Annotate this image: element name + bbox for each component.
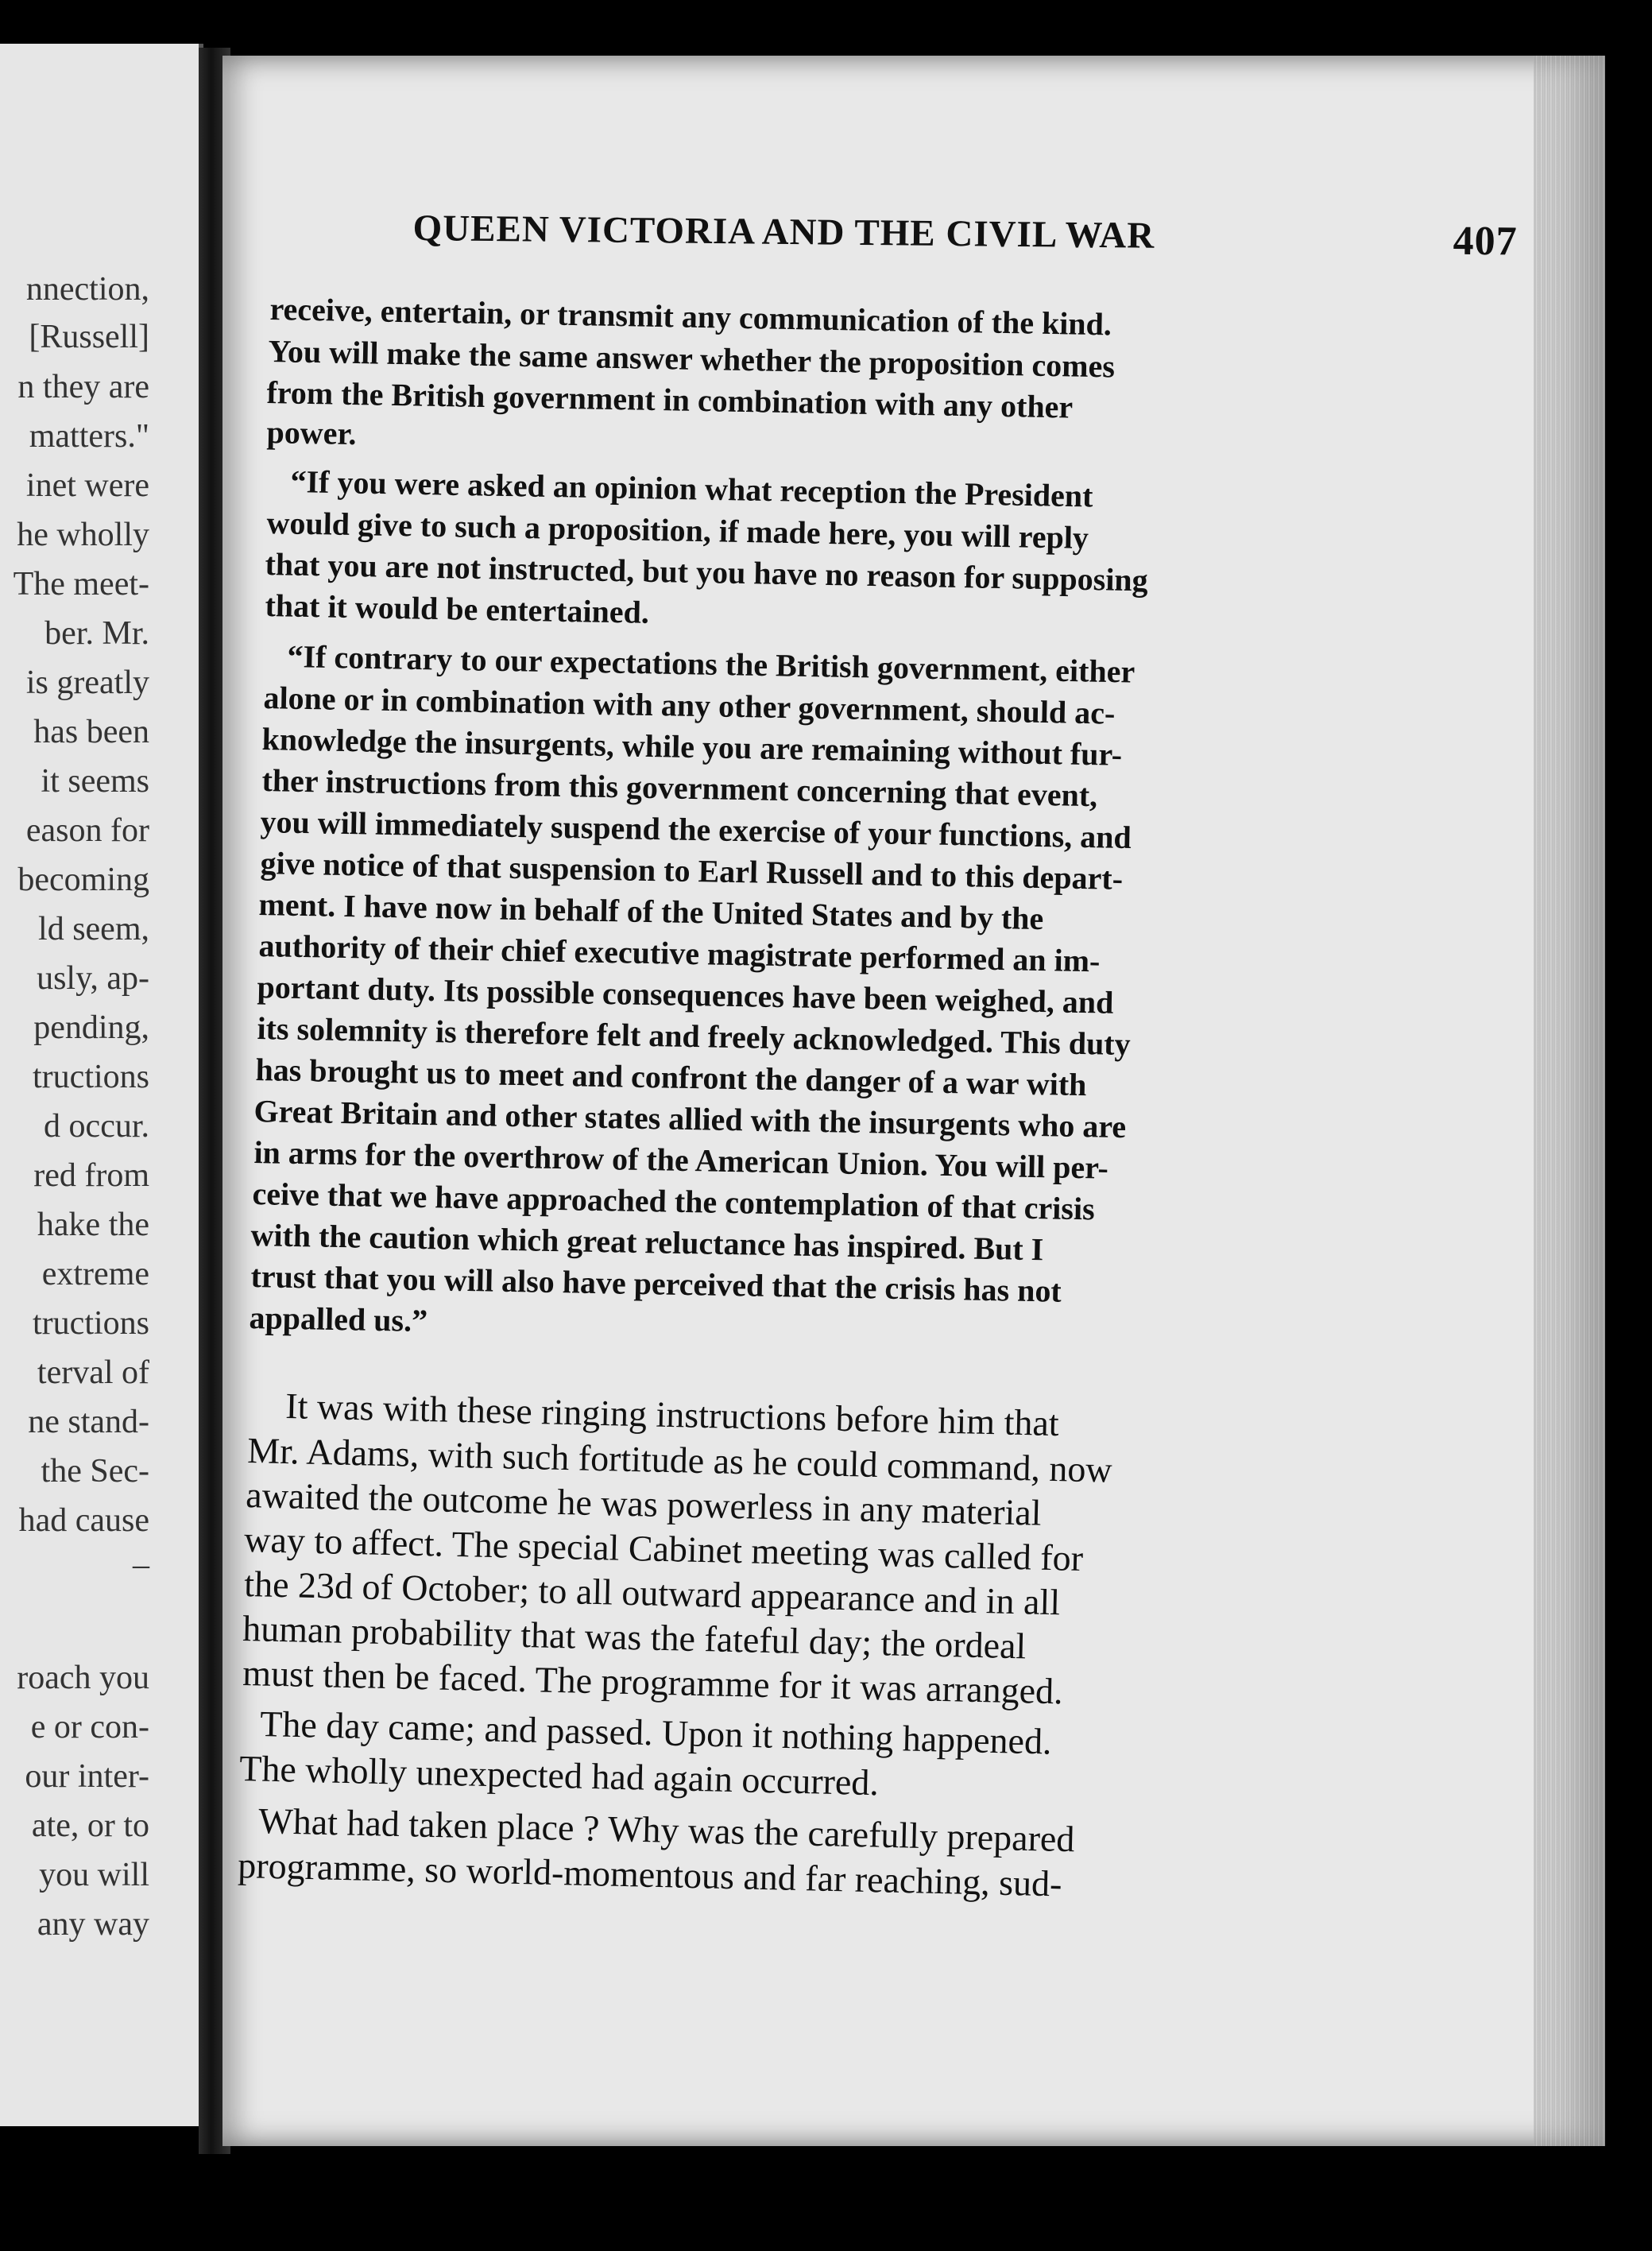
quote-line: its solemnity is therefore felt and freely acknowledged. This duty xyxy=(257,1009,1132,1063)
previous-page-line: pending, xyxy=(33,1009,149,1046)
previous-page-line: usly, ap- xyxy=(37,960,149,997)
body-line: way to affect. The special Cabinet meeting was called for xyxy=(243,1518,1084,1579)
previous-page-line: becoming xyxy=(17,862,149,898)
quote-line: portant duty. Its possible consequences have been weighed, and xyxy=(257,968,1114,1021)
previous-page-line: has been xyxy=(33,714,149,750)
previous-page-line: he wholly xyxy=(17,517,149,553)
body-line: The wholly unexpected had again occurred. xyxy=(238,1747,880,1804)
quote-line: with the caution which great reluctance has inspired. But I xyxy=(250,1216,1044,1268)
page-number: 407 xyxy=(1453,218,1518,265)
running-header-title: QUEEN VICTORIA AND THE CIVIL WAR xyxy=(412,207,1155,257)
previous-page-line: nnection, xyxy=(25,271,149,308)
page-407 xyxy=(222,56,1605,2146)
quote-line: appalled us.” xyxy=(249,1299,428,1339)
body-line: Mr. Adams, with such fortitude as he could command, now xyxy=(246,1429,1113,1490)
quote-line: You will make the same answer whether the proposition comes xyxy=(268,332,1116,385)
previous-page-line: extreme xyxy=(41,1256,149,1292)
quote-line: that it would be entertained. xyxy=(265,587,650,630)
body-line: The day came; and passed. Upon it nothing happened. xyxy=(259,1703,1053,1762)
quote-line: ceive that we have approached the contemplation of that crisis xyxy=(252,1175,1096,1227)
page-text xyxy=(222,56,1605,2146)
previous-page-line: ber. Mr. xyxy=(44,615,149,652)
previous-page-line: d occur. xyxy=(44,1108,149,1145)
previous-page-line: ld seem, xyxy=(38,911,149,947)
previous-page-line: it seems xyxy=(41,763,149,800)
body-line: awaited the outcome he was powerless in any material xyxy=(245,1474,1043,1533)
previous-page-line: tructions xyxy=(33,1059,149,1095)
previous-page-line: matters." xyxy=(29,418,149,455)
body-line: It was with these ringing instructions before him that xyxy=(284,1385,1060,1444)
previous-page-line: is greatly xyxy=(25,664,149,701)
previous-page-line: had cause xyxy=(18,1502,149,1539)
quote-line: in arms for the overthrow of the American Union. You will per- xyxy=(253,1133,1109,1186)
previous-page-line: ate, or to xyxy=(31,1807,149,1844)
body-line: the 23d of October; to all outward appearance and in all xyxy=(243,1563,1061,1623)
quote-line: give notice of that suspension to Earl Russell and to this depart- xyxy=(260,844,1124,897)
quote-line: ther instructions from this government concerning that event, xyxy=(261,761,1098,814)
quote-line: knowledge the insurgents, while you are remaining without fur- xyxy=(261,720,1123,773)
body-line: programme, so world-momentous and far reaching, sud- xyxy=(237,1844,1062,1904)
quote-line: you will immediately suspend the exercise of your functions, and xyxy=(260,803,1132,856)
previous-page-line: eason for xyxy=(25,812,149,849)
quote-line: ment. I have now in behalf of the United States and by the xyxy=(258,885,1044,937)
quote-line: that you are not instructed, but you have no reason for supposing xyxy=(265,545,1149,599)
quote-line: power. xyxy=(266,413,357,452)
body-line: human probability that was the fateful day; the ordeal xyxy=(242,1607,1027,1667)
previous-page-line: n they are xyxy=(17,369,149,405)
quote-line: Great Britain and other states allied with the insurgents who are xyxy=(253,1092,1127,1145)
previous-page-line: inet were xyxy=(25,467,149,504)
previous-page-line: the Sec- xyxy=(41,1453,149,1490)
body-line: must then be faced. The programme for it was arranged. xyxy=(242,1652,1064,1712)
previous-page-line: terval of xyxy=(37,1354,149,1391)
quote-line: from the British government in combination with any other xyxy=(266,374,1074,425)
quote-line: has brought us to meet and confront the danger of a war with xyxy=(255,1051,1087,1103)
previous-page-line: ne stand- xyxy=(28,1404,149,1440)
previous-page-line: any way xyxy=(37,1906,149,1943)
previous-page-fragment xyxy=(0,44,203,2126)
quote-line: authority of their chief executive magistrate performed an im- xyxy=(258,927,1101,979)
previous-page-line: tructions xyxy=(33,1305,149,1342)
previous-page-line: our inter- xyxy=(25,1758,149,1795)
quote-line: would give to such a proposition, if made here, you will reply xyxy=(266,504,1089,556)
previous-page-line: The meet- xyxy=(13,566,149,602)
body-line: What had taken place ? Why was the carefully prepared xyxy=(257,1800,1075,1860)
previous-page-line: roach you xyxy=(17,1660,149,1696)
previous-page-line: you will xyxy=(39,1857,149,1893)
previous-page-line: [Russell] xyxy=(29,319,149,355)
quote-line: “If you were asked an opinion what reception the President xyxy=(290,463,1093,514)
quote-line: “If contrary to our expectations the British government, either xyxy=(287,637,1136,690)
quote-line: alone or in combination with any other government, should ac- xyxy=(263,679,1116,731)
previous-page-line: e or con- xyxy=(30,1709,149,1745)
previous-page-line: – xyxy=(133,1547,149,1583)
quote-line: trust that you will also have perceived that the crisis has not xyxy=(250,1257,1062,1309)
previous-page-line: red from xyxy=(33,1157,149,1194)
previous-page-line: hake the xyxy=(37,1207,149,1243)
quote-line: receive, entertain, or transmit any communication of the kind. xyxy=(269,290,1112,343)
